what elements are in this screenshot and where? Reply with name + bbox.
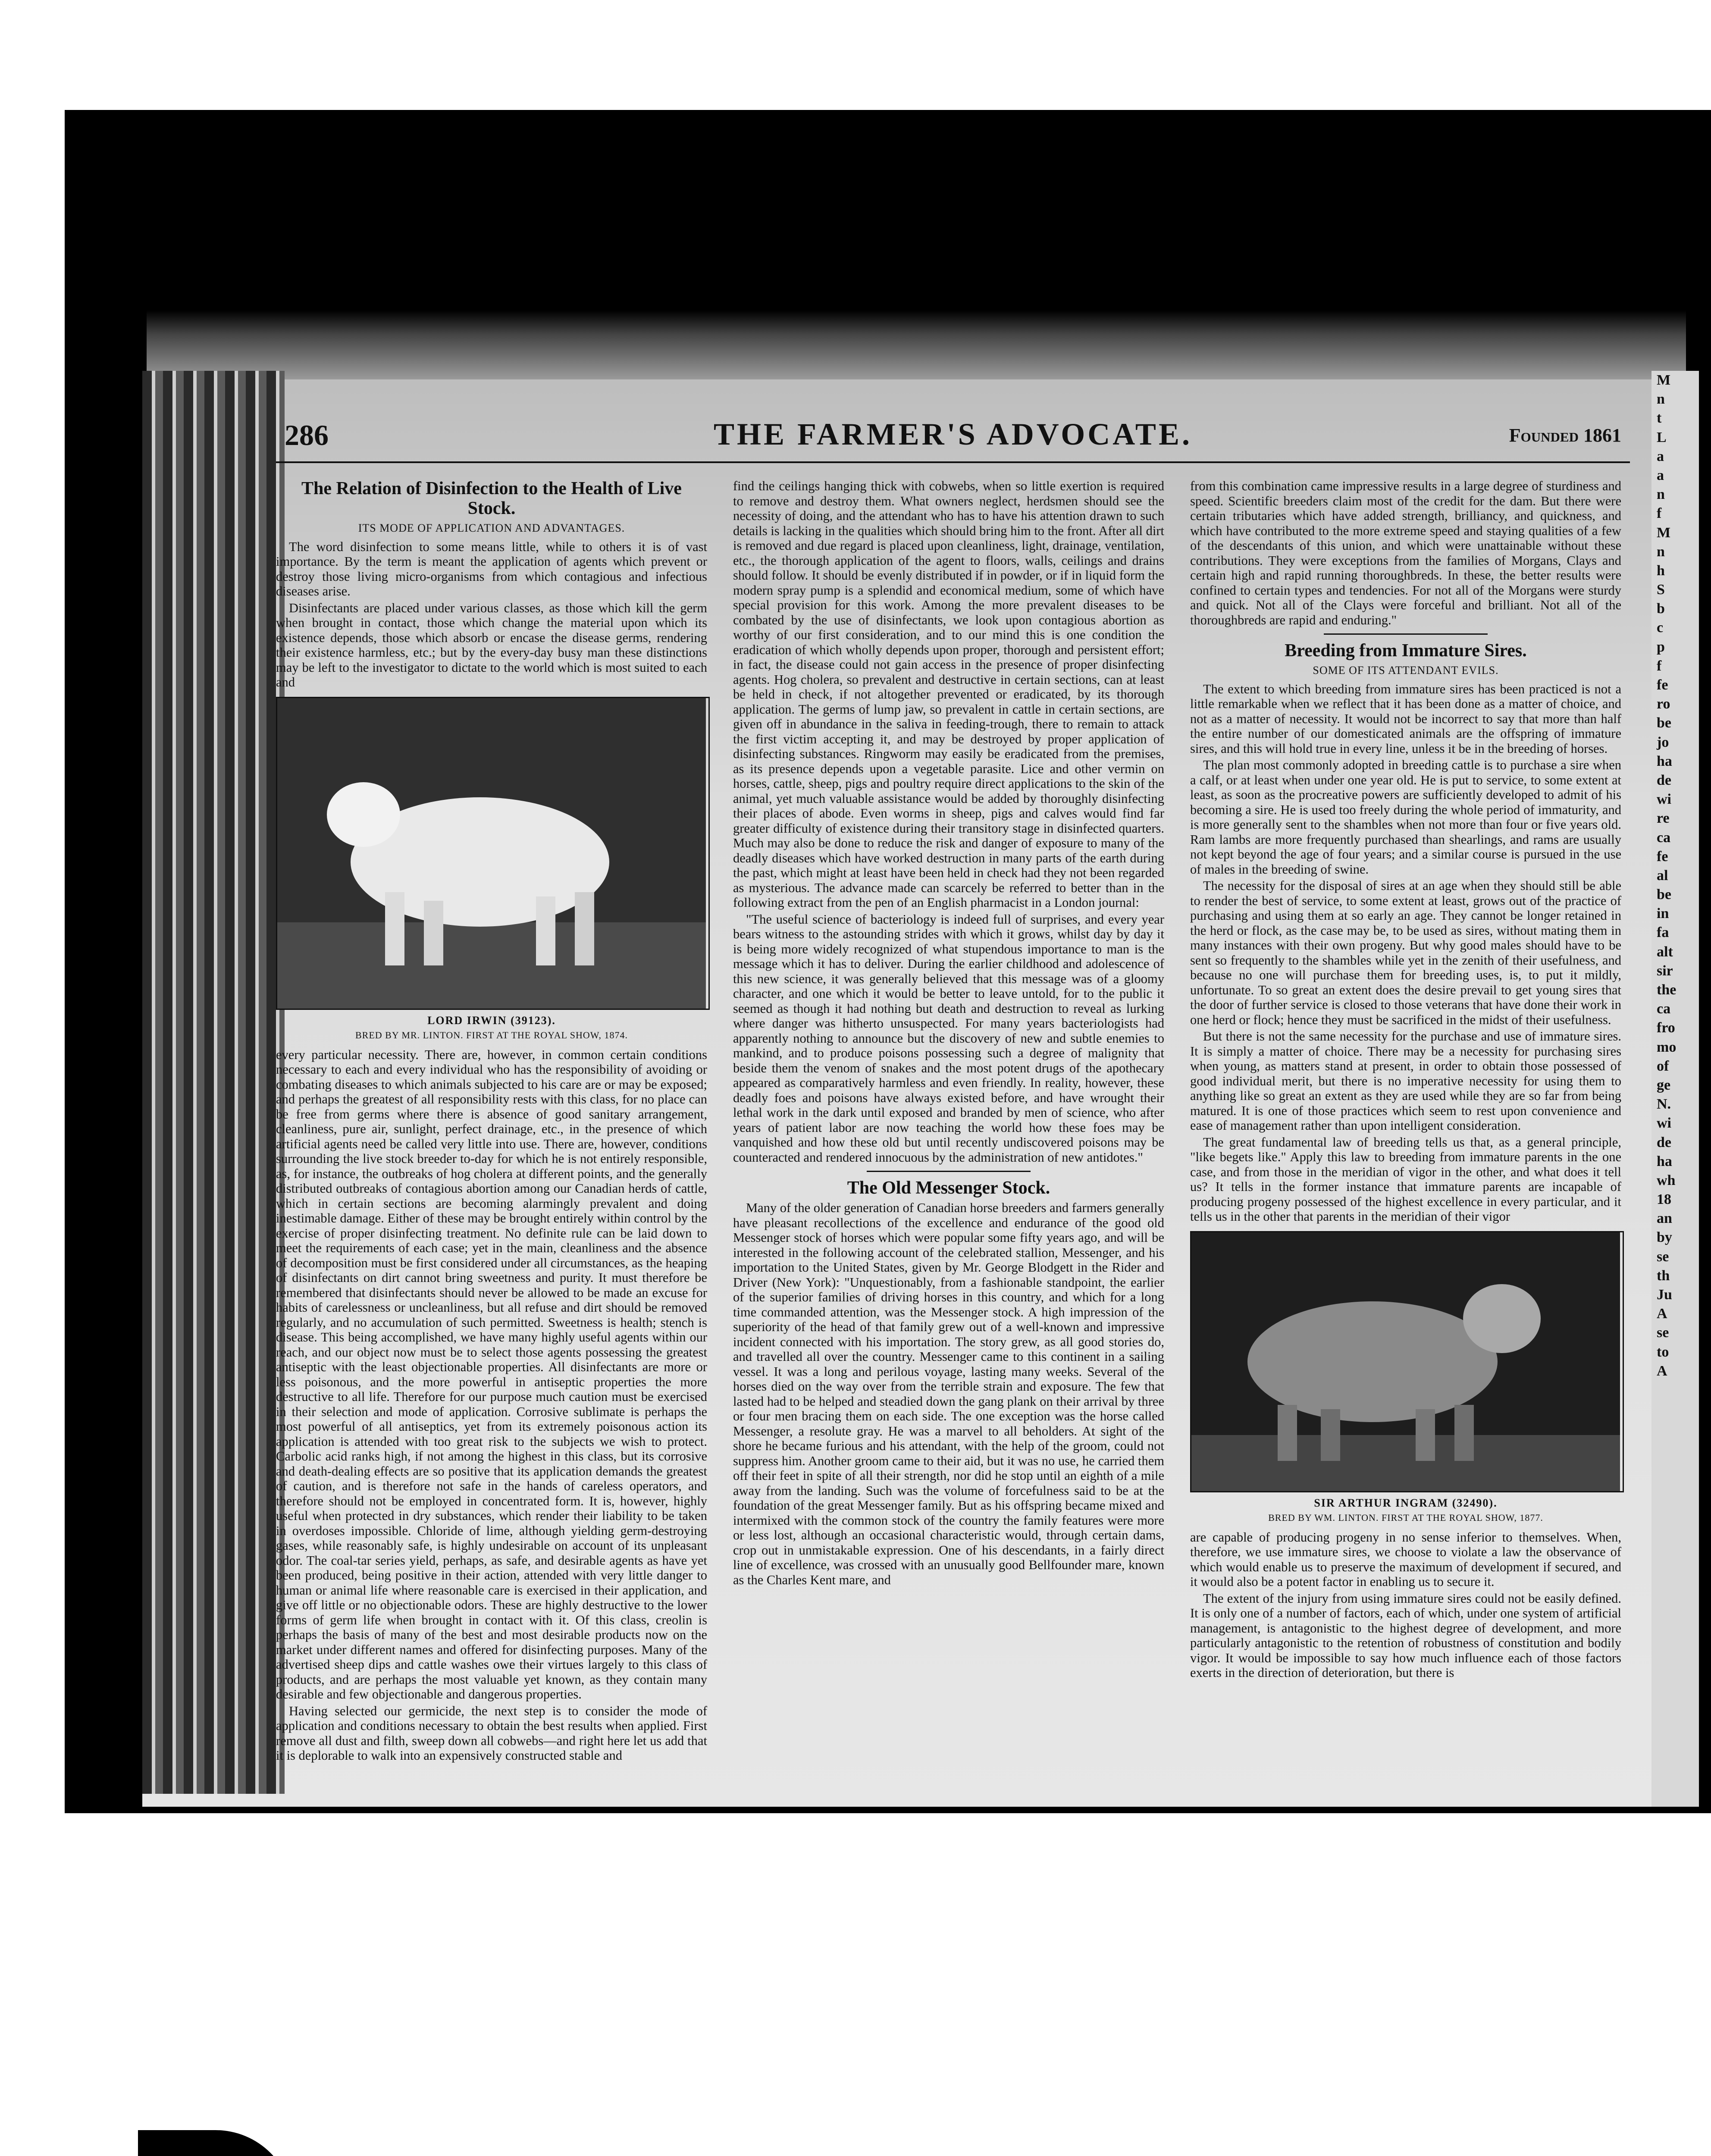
paragraph: from this combination came impressive results in a large degree of sturdiness and speed. Scientific breeders claim most of the credit for the dam. But there were certain tributaries which have added strength, brilliancy, and quickness, and which have contributed to the more extreme speed and staying qualities of a few of the descendants of this union, and which were unattainable without these contributions. They were exceptions from the families of Morgans, Clays and certain high and rapid running thoroughbreds. In these, the better results were confined to certain types and tendencies. For not all of the Morgans were sturdy and quick. Not all of the Clays were forceful and brilliant. Not all of the thoroughbreds are rapid and enduring." [1190, 479, 1621, 627]
edge-letter: wi [1657, 1115, 1671, 1131]
edge-letter: an [1657, 1210, 1672, 1227]
figure-credit: BRED BY MR. LINTON. FIRST AT THE ROYAL SHOW, 1874. [355, 1030, 628, 1040]
edge-letter: fro [1657, 1020, 1675, 1036]
edge-letter: n [1657, 486, 1665, 503]
divider [867, 1171, 1031, 1172]
founded-label: Founded 1861 [1509, 425, 1621, 446]
edge-letter: fe [1657, 677, 1668, 693]
edge-letter: the [1657, 982, 1677, 998]
edge-letter: a [1657, 448, 1664, 464]
masthead [276, 414, 1630, 463]
divider [1324, 633, 1488, 635]
paragraph: Disinfectants are placed under various classes, as those which kill the germ when brought in contact, those which change the material upon which its existence depends, those which absorb or encase the disease germs, rendering their existence harmless, etc.; but by the every-day busy man these distinctions may be left to the investigator to dictate to the world which is most suited to each and [276, 600, 707, 689]
edge-letter: to [1657, 1344, 1669, 1360]
figure-caption: LORD IRWIN (39123). [427, 1014, 556, 1027]
edge-letter: f [1657, 658, 1662, 674]
column-1 [276, 479, 707, 1765]
edge-letter: n [1657, 391, 1665, 407]
paragraph: Having selected our germicide, the next step is to consider the mode of application and conditions necessary to obtain the best results when applied. First remove all dust and filth, sweep down all cobwebs—and right here let us add that it is deplorable to walk into an expensively constructed stable and [276, 1703, 707, 1763]
edge-letter: ca [1657, 829, 1671, 846]
edge-letter: Ju [1657, 1287, 1672, 1303]
paragraph: "The useful science of bacteriology is indeed full of surprises, and every year bears witness to the astounding strides with which it grows, whilst day by day it is being more widely recognized of what stupendous importance to man is the message which it has to deliver. During the earlier childhood and adolescence of this new science, it was generally believed that this message was of a gloomy character, and one which it would be better to leave untold, for to the public it seemed as though it had nothing but death and destruction to reveal as lurking where danger was hitherto unsuspected. For many years bacteriologists had apparently nothing to announce but the discovery of new and subtle enemies to mankind, and to produce poisons possessing such a degree of malignity that beside them the venom of snakes and the most potent drugs of the apothecary appeared as comparatively harmless and even friendly. In reality, however, these deadly foes and poisons have always existed before, and have wrought their lethal work in the dark until exposed and branded by men of science, who after years of patient labor are now teaching the world how these foes may be vanquished and how these old but until recently undiscovered poisons may be counteracted and rendered innocuous by the administration of new antidotes." [733, 912, 1164, 1165]
paragraph: The word disinfection to some means little, while to others it is of vast importance. By the term is meant the application of agents which prevent or destroy those living micro-organisms from which contagious and infectious diseases arise. [276, 539, 707, 599]
paper-title: THE FARMER'S ADVOCATE. [714, 417, 1192, 451]
figure-credit: BRED BY WM. LINTON. FIRST AT THE ROYAL SHOW, 1877. [1268, 1512, 1543, 1523]
figure-sir-arthur-ingram [1190, 1231, 1621, 1526]
edge-letter: A [1657, 1306, 1667, 1322]
column-3 [1190, 479, 1621, 1682]
edge-letter: re [1657, 810, 1670, 827]
paragraph: The necessity for the disposal of sires at an age when they should still be able to render the best of service, to some extent at least, grows out of the practice of purchasing and using them at so early an age. They cannot be longer retained in the herd or flock, as the case may be, to be used as sires, without mating them in many instances with their own progeny. But why good males should have to be sent so frequently to the shambles while yet in the zenith of their usefulness, and because no one will purchase them for breeding uses, is, to put it mildly, unfortunate. To so great an extent does the desire prevail to get young sires that the door of further service is closed to those veterans that have done their work in one herd or flock; hence they must be sacrificed in the midst of their usefulness. [1190, 878, 1621, 1027]
edge-letter: L [1657, 429, 1667, 445]
edge-letter: N. [1657, 1096, 1671, 1112]
paragraph: are capable of producing progeny in no sense inferior to themselves. When, therefore, we use immature sires, we choose to violate a law the observance of which would enable us to preserve the maximum of development if secured, and it would also be a potent factor in enabling us to secure it. [1190, 1529, 1621, 1589]
edge-letter: fe [1657, 848, 1668, 865]
paragraph: The plan most commonly adopted in breeding cattle is to purchase a sire when a calf, or at least when under one year old. He is put to service, to some extent at least, as soon as the procreative powers are sufficiently developed to admit of his becoming a sire. He is used too freely during the whole period of immaturity, and is more generally sent to the shambles when not more than four or five years old. Ram lambs are more frequently purchased than shearlings, and rams are usually not kept beyond the age of four years; and a similar course is pursued in the use of males in the breeding of swine. [1190, 758, 1621, 877]
edge-letter: wh [1657, 1172, 1676, 1188]
article-headline: The Relation of Disinfection to the Health of Live Stock. [301, 479, 682, 518]
edge-letter: al [1657, 867, 1668, 884]
edge-letter: be [1657, 887, 1671, 903]
edge-letter: ge [1657, 1077, 1671, 1093]
figure-lord-irwin [276, 697, 707, 1043]
paragraph: But there is not the same necessity for the purchase and use of immature sires. It is simply a matter of choice. There may be a necessity for purchasing sires when young, as matters stand at present, in order to obtain those possessed of good individual merit, but there is no imperative necessity for using them to anything like so great an extent as they are used while they are so far from being matured. It is one of those practices which seem to rest upon convenience and ease of management rather than upon intelligent consideration. [1190, 1029, 1621, 1133]
edge-letter: ca [1657, 1001, 1671, 1017]
paragraph: Many of the older generation of Canadian horse breeders and farmers generally have pleasant recollections of the excellence and endurance of the good old Messenger stock of horses which were popular some fifty years ago, and will be interested in the following account of the celebrated stallion, Messenger, and his importation to the United States, given by Mr. George Blodgett in the Rider and Driver (New York): "Unquestionably, from a fashionable standpoint, the earlier of the superior families of driving horses in this country, and which for a long time commanded attention, was the Messenger stock. A high impression of the superiority of the head of that family grew out of a well-known and impressive incident connected with his importation. The story grew, as all good stories do, and travelled all over the country. Messenger came to this continent in a sailing vessel. It was a long and perilous voyage, lasting many weeks. Several of the horses died on the way over from the terrible strain and exposure. The few that lasted had to be helped and steadied down the gang plank on their arrival by three or four men bracing them on each side. The one exception was the horse called Messenger, a resolute gray. He was a marvel to all beholders. At sight of the shore he became furious and his attendant, with the help of the groom, could not suppress him. Another groom came to their aid, but it was no use, he carried them off their feet in spite of all their strength, nor did he stop until an eighth of a mile away from the landing. Such was the volume of forcefulness said to be at the foundation of the great Messenger family. But as his offspring became mixed and intermixed with the common stock of the country the family features were more or less lost, although an occasional characteristic would, through certain dams, crop out in unmistakable expression. One of his descendants, in a fairly direct line of excellence, was crossed with an unusually good Bellfounder mare, known as the Charles Kent mare, and [733, 1200, 1164, 1587]
edge-letter: f [1657, 505, 1662, 522]
bull-photo [276, 697, 710, 1010]
edge-letter: wi [1657, 791, 1671, 808]
figure-caption: SIR ARTHUR INGRAM (32490). [1314, 1496, 1498, 1509]
article-headline: The Old Messenger Stock. [847, 1178, 1050, 1198]
edge-letter: M [1657, 372, 1671, 388]
edge-letter: ro [1657, 696, 1670, 712]
article-headline: Breeding from Immature Sires. [1285, 641, 1527, 661]
edge-letter: ha [1657, 753, 1672, 769]
edge-letter: M [1657, 524, 1671, 541]
article-subhead: ITS MODE OF APPLICATION AND ADVANTAGES. [358, 522, 625, 534]
edge-letter: sir [1657, 962, 1673, 979]
edge-letter: mo [1657, 1039, 1677, 1055]
edge-letter: t [1657, 410, 1662, 426]
paragraph: The great fundamental law of breeding tells us that, as a general principle, "like begets like." Apply this law to breeding from immature parents in the one case, and from those in the meridian of vigor in the other, and what does it tell us? It tells in the former instance that immature parents are incapable of producing progeny possessed of the highest excellence in every particular, and it tells us in the other that parents in the meridian of their vigor [1190, 1134, 1621, 1224]
column-2 [733, 479, 1164, 1589]
edge-letter: 18 [1657, 1191, 1671, 1208]
edge-letter: A [1657, 1363, 1667, 1379]
edge-letter: fa [1657, 924, 1669, 941]
bull-photo [1190, 1231, 1624, 1492]
edge-letter: h [1657, 562, 1665, 579]
paragraph: every particular necessity. There are, however, in common certain conditions necessary to each and every individual who has the responsibility of avoiding or combating diseases to which animals subjected to his care are or may be exposed; and perhaps the greatest of all responsibility rests with this class, for no place can be free from germs where there is absence of good sanitary arrangement, cleanliness, pure air, sunlight, perfect drainage, etc., in the presence of which artificial agents need be called very little into use. There are, however, conditions surrounding the live stock breeder to-day for which he is not entirely responsible, as, for instance, the outbreaks of hog cholera at different points, and the generally distributed outbreaks of contagious abortion among our Canadian herds of cattle, which in certain sections are becoming alarmingly prevalent and doing inestimable damage. Either of these may be brought entirely within control by the exercise of proper disinfecting treatment. No definite rule can be laid down to meet the requirements of each case; yet in the main, cleanliness and the absence of decomposition must be first considered under all circumstances, as the heaping of disinfectants on dirt cannot bring sweetness and purity. It must therefore be remembered that disinfectants should never be allowed to be made an excuse for habits of carelessness or uncleanliness, but all refuse and dirt should be removed regularly, and no accumulation of such permitted. Sweetness is health; stench is disease. This being accomplished, we have many highly useful agents within our reach, and our object now must be to select those agents possessing the greatest antiseptic with the least objectionable properties. All disinfectants are more or less poisonous, and the more powerful in antiseptic properties the more destructive to all life. Therefore for our purpose much caution must be exercised in their selection and mode of application. Corrosive sublimate is perhaps the most powerful of all antiseptics, yet from its extremely poisonous action its application is attended with too great risk to the subjects we wish to protect. Carbolic acid ranks high, if not among the highest in this class, but its corrosive and death-dealing effects are so positive that its application demands the greatest of caution, and is therefore not safe in the hands of careless operators, and therefore should not be employed in concentrated form. It is, however, highly useful when protected in dry substances, which render their liability to be taken in overdoses impossible. Chloride of lime, although yielding germ-destroying gases, while reasonably safe, is highly undesirable on account of its unpleasant odor. The coal-tar series yield, perhaps, as safe, and desirable agents as have yet been produced, being positive in their action, attended with very little danger to human or animal life where reasonable care is exercised in their application, and give off little or no objectionable odors. These are highly destructive to the lower forms of germ life when brought in contact with it. Of this class, creolin is perhaps the basis of many of the best and most desirable products now on the market under different names and offered for disinfecting purposes. Many of the advertised sheep dips and cattle washes owe their virtues largely to this class of products, and are perhaps the most valuable yet known, as they contain many desirable and few objectionable and dangerous properties. [276, 1047, 707, 1702]
edge-letter: ha [1657, 1153, 1672, 1169]
paragraph: find the ceilings hanging thick with cobwebs, when so little exertion is required to remove and destroy them. What owners neglect, herdsmen should see the necessity of doing, and the attendant who has to have his attention drawn to such details is lacking in the qualities which should bring him to the front. After all dirt is removed and due regard is placed upon cleanliness, light, drainage, ventilation, etc., the thorough application of the agent to floors, walls, ceilings and drains should follow. It should be evenly distributed if in powder, or if in liquid form the modern spray pump is a splendid and economical medium, some of which have special provision for this work. Among the more prevalent diseases to be combated by the use of disinfectants, we look upon contagious abortion as worthy of our first consideration, and to our mind this is one condition the eradication of which wholly depends upon proper, thorough and persistent effort; in fact, the disease could not gain access in the presence of proper disinfecting agents. Hog cholera, so prevalent and destructive in certain sections, can at least be held in check, if not altogether prevented or eradicated, by its thorough application. The germs of lump jaw, so prevalent in cattle in certain sections, are given off in abundance in the saliva in feeding-trough, there to remain to attack the first victim accepting it, and may be destroyed by proper application of disinfecting substances. Ringworm may easily be eradicated from the premises, as its presence depends upon a vegetable parasite. Lice and other vermin on horses, cattle, sheep, pigs and poultry require direct applications to the skin of the animal, yet much valuable assistance would be added by thoroughly disinfecting their places of abode. Even worms in sheep, pigs and calves would find far greater difficulty of existence during their transitory stage in disinfected quarters. Much may also be done to reduce the risk and danger of exposure to many of the deadly diseases which have worked destruction in many parts of the earth during the past, which might at least have been held in check had they not been regarded as mysterious. The advance made can scarcely be referred to better than in the following extract from the pen of an English pharmacist in a London journal: [733, 479, 1164, 910]
paragraph: The extent of the injury from using immature sires could not be easily defined. It is only one of a number of factors, each of which, under one system of artificial management, is antagonistic to the highest degree of development, and more particularly antagonistic to the retention of robustness of constitution and bodily vigor. It would be impossible to say how much influence each of those factors exerts in the direction of deterioration, but there is [1190, 1591, 1621, 1680]
edge-letter: of [1657, 1058, 1669, 1074]
edge-letter: in [1657, 906, 1669, 922]
edge-letter: by [1657, 1229, 1672, 1246]
edge-letter: b [1657, 601, 1665, 617]
edge-letter: de [1657, 772, 1671, 788]
edge-letter: a [1657, 467, 1664, 483]
paragraph: The extent to which breeding from immature sires has been practiced is not a little remarkable when we reflect that it has been done as a matter of choice, and not as a matter of necessity. It would not be incorrect to say that more than half the entire number of our domesticated animals are the offspring of immature sires, and this will hold true in every line, unless it be in the breeding of horses. [1190, 681, 1621, 756]
edge-letter: de [1657, 1134, 1671, 1150]
article-subhead: SOME OF ITS ATTENDANT EVILS. [1313, 664, 1499, 677]
edge-letter: be [1657, 715, 1671, 731]
edge-letter: alt [1657, 943, 1673, 960]
edge-letter: se [1657, 1325, 1669, 1341]
edge-letter: th [1657, 1267, 1670, 1284]
edge-letter: S [1657, 582, 1665, 598]
page-number: 286 [285, 419, 329, 451]
edge-letter: jo [1657, 734, 1669, 750]
edge-letter: se [1657, 1248, 1669, 1265]
edge-letter: n [1657, 543, 1665, 560]
page-top-edge [147, 310, 1686, 379]
edge-letter: c [1657, 620, 1664, 636]
newspaper-page [276, 414, 1630, 1794]
next-page-edge [1651, 371, 1699, 1807]
thumb-shadow [138, 2130, 293, 2156]
edge-letter: p [1657, 639, 1665, 655]
book-spine [142, 371, 285, 1794]
